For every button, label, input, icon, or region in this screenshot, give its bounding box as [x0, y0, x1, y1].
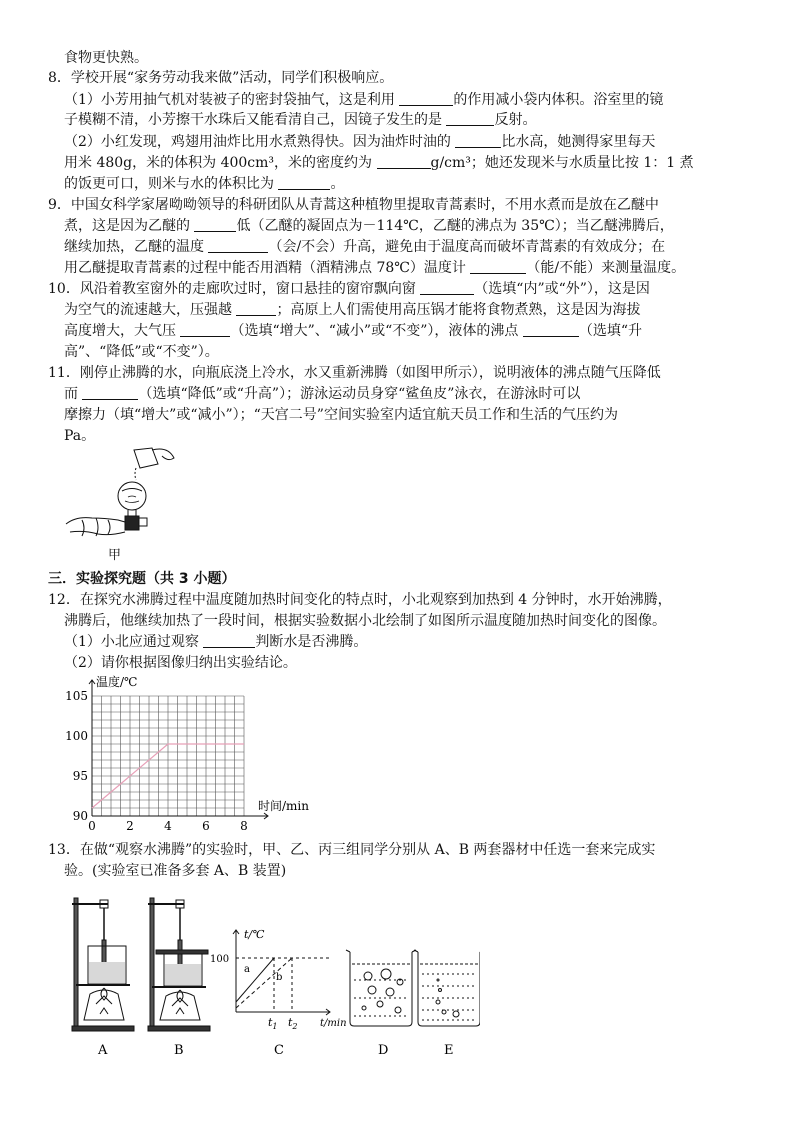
apparatus-figure	[60, 890, 480, 1060]
answer-blank[interactable]	[377, 154, 431, 169]
flask-figure	[62, 444, 192, 552]
y-tick-label: 100	[65, 729, 88, 743]
label-b: B	[174, 1043, 184, 1058]
text-line: 食物更快熟。	[64, 50, 148, 66]
hand-icon	[66, 518, 125, 536]
answer-blank[interactable]	[523, 322, 579, 337]
text-line: 为空气的流速越大，压强越 ；高原上人们需使用高压锅才能将食物煮熟，这是因为海拔	[64, 302, 641, 318]
answer-blank[interactable]	[470, 259, 526, 274]
y-tick-label: 90	[72, 809, 88, 823]
answer-blank[interactable]	[208, 238, 268, 253]
label-d: D	[378, 1043, 389, 1058]
apparatus-b	[148, 898, 210, 1031]
question-10: 10．风沿着教室窗外的走廊吹过时，窗口悬挂的窗帘飘向窗 （选填“内”或“外”），这是因	[48, 281, 650, 297]
answer-blank[interactable]	[420, 280, 474, 295]
x-tick-label: 0	[88, 819, 96, 833]
text-line: Pa。	[64, 428, 96, 444]
text-line: （2）请你根据图像归纳出实验结论。	[64, 655, 297, 671]
text-line: 高度增大，大气压 （选填“增大”、“减小”或“不变”），液体的沸点 （选填“升	[64, 323, 643, 339]
graph-c-series-b: b	[276, 972, 283, 983]
answer-blank[interactable]	[278, 175, 330, 190]
answer-blank[interactable]	[194, 217, 236, 232]
graph-c-t1: $t_1$	[268, 1016, 278, 1031]
x-tick-label: 2	[126, 819, 134, 833]
x-tick-label: 8	[240, 819, 248, 833]
answer-blank[interactable]	[446, 111, 494, 126]
text-line: 而 （选填“降低”或“升高”）；游泳运动员身穿“鲨鱼皮”泳衣，在游泳时可以	[64, 386, 581, 402]
text-line: 高”、“降低”或“不变”）。	[64, 344, 219, 360]
label-a: A	[98, 1043, 108, 1058]
answer-blank[interactable]	[399, 91, 453, 106]
flask-icon	[118, 482, 147, 530]
question-13: 13．在做“观察水沸腾”的实验时，甲、乙、丙三组同学分别从 A、B 两套器材中任选一套来完成实	[48, 842, 656, 858]
answer-blank[interactable]	[455, 133, 501, 148]
label-e: E	[444, 1043, 454, 1058]
text-line: （1）小北应通过观察 判断水是否沸腾。	[64, 634, 368, 650]
temperature-chart	[60, 672, 330, 836]
beaker-d	[346, 950, 416, 1026]
beaker-e	[414, 950, 480, 1026]
answer-blank[interactable]	[180, 322, 230, 337]
figure-label-jia: 甲	[108, 548, 122, 563]
section-heading: 三．实验探究题（共 3 小题）	[48, 571, 236, 587]
y-tick-label: 105	[65, 689, 88, 703]
text-line: 摩擦力（填“增大”或“减小”）；“天宫二号”空间实验室内适宜航天员工作和生活的气压约为	[64, 407, 618, 423]
text-line: 的饭更可口，则米与水的体积比为 。	[64, 176, 345, 192]
x-tick-label: 6	[202, 819, 210, 833]
text-line: 子模糊不清，小芳擦干水珠后又能看清自己，因镜子发生的是 反射。	[64, 112, 537, 128]
cup-icon	[134, 448, 174, 480]
question-9: 9．中国女科学家屠呦呦领导的科研团队从青蒿这种植物里提取青蒿素时，不用水煮而是放在乙醚中	[48, 197, 659, 213]
text-line: 煮，这是因为乙醚的 低（乙醚的凝固点为－114℃，乙醚的沸点为 35℃）；当乙醚沸腾后，	[64, 218, 674, 234]
question-8: 8．学校开展“家务劳动我来做”活动，同学们积极响应。	[48, 70, 394, 86]
question-12: 12．在探究水沸腾过程中温度随加热时间变化的特点时，小北观察到加热到 4 分钟时，水开始沸腾，	[48, 592, 672, 608]
text-line: 继续加热，乙醚的温度 （会/不会）升高，避免由于温度高而破坏青蒿素的有效成分；在	[64, 239, 666, 255]
graph-c-t2: $t_2$	[288, 1016, 298, 1031]
text-line: 用米 480g，米的体积为 400cm³，米的密度约为 g/cm³；她还发现米与水质量比按 1：1 煮	[64, 155, 694, 171]
answer-blank[interactable]	[236, 301, 276, 316]
y-axis-label: 温度/℃	[96, 675, 138, 689]
graph-c-ylabel: t/℃	[244, 928, 265, 941]
text-line: （1）小芳用抽气机对装被子的密封袋抽气，这是利用 的作用减小袋内体积。浴室里的镜	[64, 92, 664, 108]
answer-blank[interactable]	[203, 633, 255, 648]
text-line: 沸腾后，他继续加热了一段时间，根据实验数据小北绘制了如图所示温度随加热时间变化的图像。	[64, 613, 666, 629]
y-tick-label: 95	[72, 769, 88, 783]
label-c: C	[274, 1043, 284, 1058]
x-axis-label: 时间/min	[258, 799, 309, 813]
text-line: 验。(实验室已准备多套 A、B 装置)	[64, 863, 287, 879]
bubbles	[362, 969, 403, 1013]
graph-c-tick-100: 100	[210, 954, 230, 965]
apparatus-a	[72, 898, 134, 1031]
answer-blank[interactable]	[82, 385, 138, 400]
question-11: 11．刚停止沸腾的水，向瓶底浇上冷水，水又重新沸腾（如图甲所示），说明液体的沸点随气压降低	[48, 365, 661, 381]
x-tick-label: 4	[164, 819, 172, 833]
text-line: 用乙醚提取青蒿素的过程中能否用酒精（酒精沸点 78℃）温度计 （能/不能）来测量温度。	[64, 260, 686, 276]
graph-c-series-a: a	[244, 964, 250, 975]
graph-c-xlabel: t/min	[320, 1018, 347, 1029]
text-line: （2）小红发现，鸡翅用油炸比用水煮熟得快。因为油炸时油的 比水高，她测得家里每天	[64, 134, 656, 150]
